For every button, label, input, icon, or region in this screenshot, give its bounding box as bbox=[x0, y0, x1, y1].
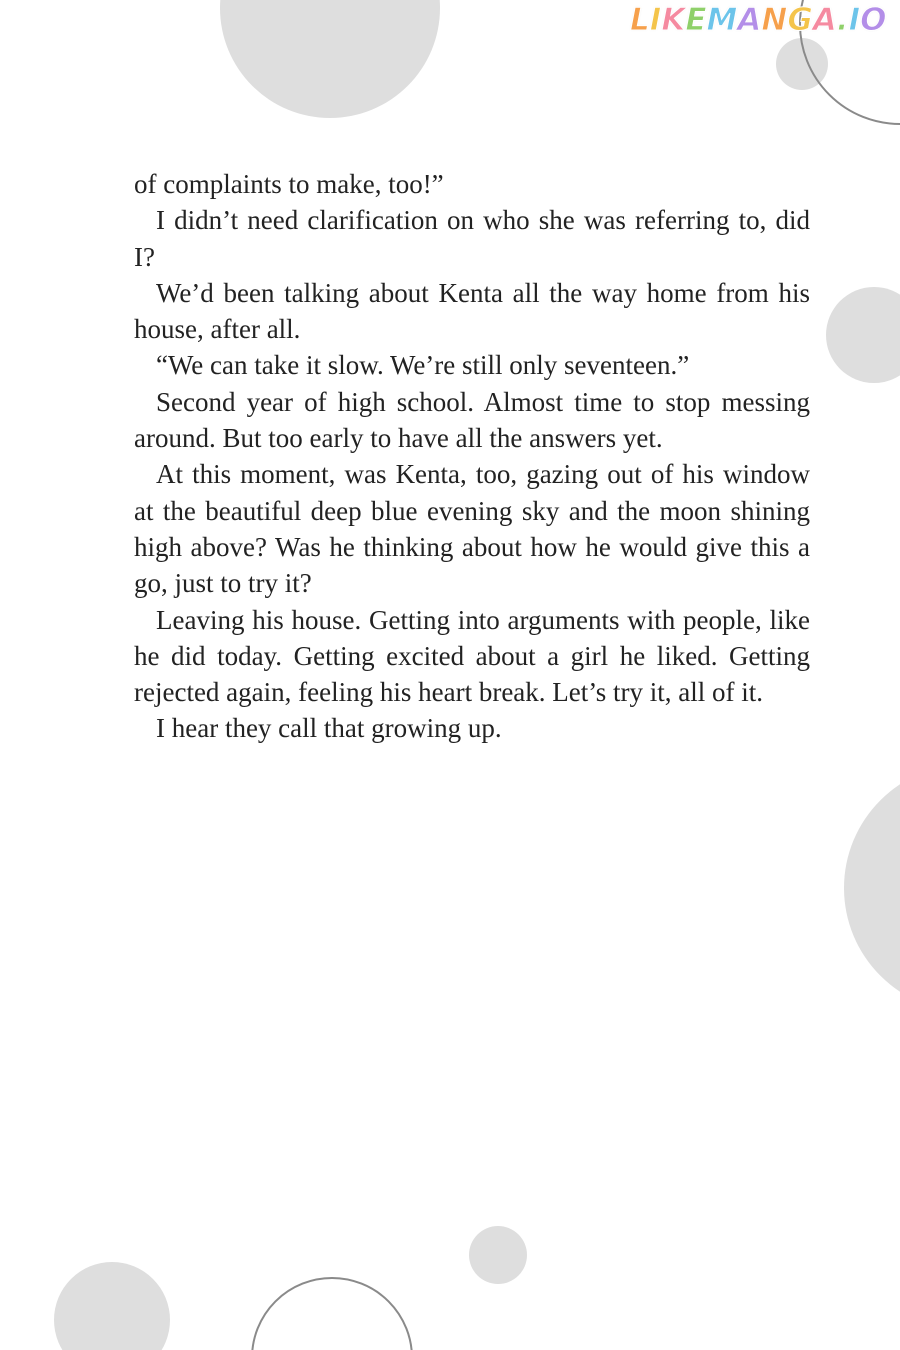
watermark-letter: I bbox=[649, 2, 662, 38]
watermark-letter: L bbox=[630, 2, 650, 38]
watermark-letter: . bbox=[836, 2, 849, 38]
watermark-letter: O bbox=[860, 2, 887, 38]
decor-circle-bottom-left bbox=[54, 1262, 170, 1350]
watermark-letter: I bbox=[848, 2, 861, 38]
decor-circle-right-middle bbox=[826, 287, 900, 383]
watermark-letter: N bbox=[761, 2, 788, 38]
paragraph: Leaving his house. Getting into arguments with people, like he did today. Getting excited about a girl he liked. Getting rejected again, feeling his heart break. Let’s try it, all of it. bbox=[134, 604, 810, 708]
watermark-letter: A bbox=[812, 2, 837, 38]
watermark-letter: K bbox=[661, 2, 686, 38]
paragraph: I hear they call that growing up. bbox=[156, 713, 502, 744]
paragraph: I didn’t need clarification on who she was referring to, did I? bbox=[134, 205, 810, 272]
watermark-letter: E bbox=[685, 2, 707, 38]
body-text bbox=[134, 166, 810, 747]
watermark-letter: A bbox=[737, 2, 762, 38]
decor-circle-top bbox=[220, 0, 440, 118]
watermark-letter: M bbox=[706, 2, 738, 38]
paragraph: of complaints to make, too!” bbox=[134, 169, 444, 199]
site-watermark bbox=[630, 2, 886, 38]
paragraph: Second year of high school. Almost time to stop messing around. But too early to have all the answers yet. bbox=[134, 386, 810, 454]
watermark-letter: G bbox=[787, 2, 813, 38]
paragraph: At this moment, was Kenta, too, gazing out of his window at the beautiful deep blue evening sky and the moon shining high above? Was he thinking about how he would give this a go, just to try it? bbox=[134, 459, 810, 599]
decor-ring-bottom bbox=[252, 1278, 412, 1350]
paragraph: “We can take it slow. We’re still only seventeen.” bbox=[156, 350, 690, 381]
decor-circle-bottom-small bbox=[469, 1226, 527, 1284]
decor-circle-right-lower bbox=[844, 764, 900, 1012]
paragraph: We’d been talking about Kenta all the way home from his house, after all. bbox=[134, 277, 810, 345]
